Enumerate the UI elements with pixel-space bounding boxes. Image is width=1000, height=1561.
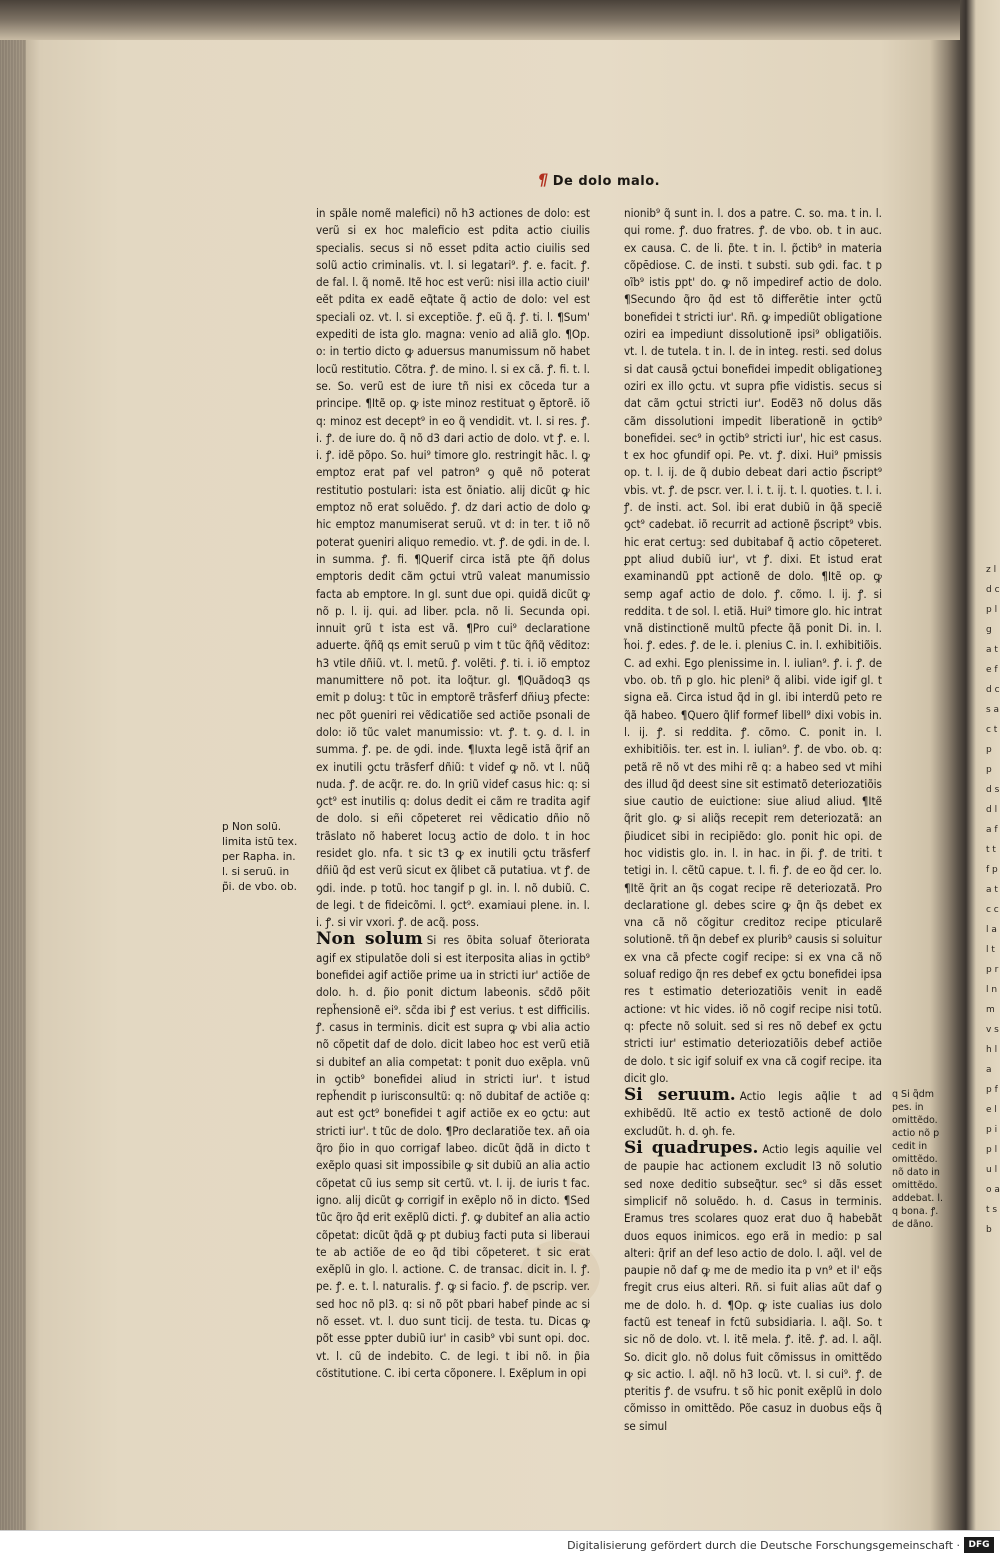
left-paragraph-2 xyxy=(316,931,590,1382)
running-head xyxy=(538,170,660,189)
right-paragraph-3-text: Actio legis aquilie vel de paupie hac actionem excludit l3 nõ solutio sed noxe deditio subseq̃tur. sec⁹ si dãs esset simplicif nõ soluẽdo. h. d. Casus in terminis. Eramus tres scolares quoz erat duo q̃ habebãt duos equos inimicos. ego erã in medio: p sal alteri: q̃rif an def leso actio de dolo. l. aq̃l. vel de paupie nõ daf ꝙ me de medio ita p vn⁹ et il' eq̃s fregit crus eius alteri. Rñ. si fuit alias aũt daf ꝯ me de dolo. h. d. ¶Op. ꝙ iste cualias ius dolo factũ est teneaf in fctũ subsidiaria. l. aq̃l. So. t sic nõ de dolo. vt. l. itẽ mela. ꝭ. itẽ. ꝭ. ad. l. aq̃l. So. dicit glo. nõ dolus fuit cõmissus in omittẽdo ꝙ sic actio. l. aq̃l. nõ h3 locũ. vt. l. si cui⁹. ꝭ. de pteritis ꝭ. de vsufru. t sõ hic ponit exẽplũ in dolo cõmisso in omittẽdo. Põe casuz in duobus eq̃s q̃ se simul xyxy=(624,1142,882,1433)
lemma-non-solum: Non solum xyxy=(316,929,423,950)
right-paragraph-2-text: Actio legis aq̃lie t ad exhibẽdũ. Itẽ actio ex testõ actionẽ de dolo excludũt. h. d. ꝯh. fe. xyxy=(624,1089,883,1138)
right-text-column xyxy=(624,205,882,1435)
page-top-edge xyxy=(0,0,960,40)
lemma-si-quadrupes: Si quadrupes. xyxy=(624,1138,759,1159)
left-margin-note: p Non solũ. limita istũ tex. per Rapha. in. l. si seruũ. in p̃i. de vbo. ob. xyxy=(222,821,298,893)
dfg-logo: DFG xyxy=(964,1537,994,1553)
right-paragraph-1: nionib⁹ q̃ sunt in. l. dos a patre. C. so. ma. t in. l. qui rome. ꝭ. duo fratres. ꝭ. de vbo. ob. t in auc. ex causa. C. de li. p̃te. t in. l. p̃ctib⁹ in materia cõpēdiose. C. de insti. t substi. sub ꝯdi. fac. t p oĩb⁹ istis ꝑpt' do. ꝙ nõ impediref actio de dolo. ¶Secundo q̃ro q̃d est tõ differẽtie inter ꝯctũ bonefidei t stricti iur'. Rñ. ꝙ impediũt obligatione oziri ea impediunt dissolutionẽ ipsi⁹ obligatiõis. vt. l. de tutela. t in. l. de in integ. resti. sed dolus si dat causã ꝯctui bonefidei impedit obligationeꝫ oziri ex illo ꝯctu. vt supra pfie vidistis. secus si dat cãm ꝯctui stricti iur'. Eodẽ3 nõ dolus dãs cãm dissolutioni impedit liberationẽ in ꝯctib⁹ bonefidei. sec⁹ in ꝯctib⁹ stricti iur', hic est casus. t ex hoc ꝯfundif opi. Pe. vt. ꝭ. dixi. Hui⁹ pmissis op. t. l. ij. de q̃ dubio debeat dari actio p̃script⁹ vbis. vt. ꝭ. de pscr. ver. l. i. t. ij. t. l. quoties. t. l. i. ꝭ. de insti. act. Sol. ibi erat dubiũ in q̃ã speciẽ ꝯct⁹ cadebat. iõ recurrit ad actionẽ p̃script⁹ vbis. hic erat certuꝫ: sed dubitabaf q̃ actio cõpeteret. ꝑpt aliud dubiũ iur', vt ꝭ. dixi. Et istud erat examinandũ ꝑpt actionẽ de dolo. ¶Itẽ op. ꝙ semp agaf actio de dolo. ꝭ. cõmo. l. ij. ꝭ. si reddita. t de sol. l. etiã. Hui⁹ timore glo. hic intrat vnã distinctionẽ multũ pfecte q̃ã ponit Di. in. l. h̃oi. ꝭ. edes. ꝭ. de le. i. plenius C. in. l. exhibitiõis. C. ad exhi. Ego plenissime in. l. iulian⁹. ꝭ. i. ꝭ. de vbo. ob. tñ p glo. hic pleni⁹ q̃ alibi. vide igif gl. t signa eã. Circa istud q̃d in gl. ibi interdũ peto re q̃ã habeo. ¶Quero q̃lif formef libell⁹ dixi vobis in. l. ij. ꝭ. si reddita. ꝭ. cõmo. C. ponit in. l. exhibitiõis. ter. est in. l. iulian⁹. ꝭ. de vbo. ob. q: petã rẽ nõ vt des mihi rẽ q: a habeo sed vt mihi des illud q̃d deest sine sit estimatõ deteriozatiõis siue cautio de euictione: siue aliud aliud. ¶Itẽ q̃rit glo. ꝙ si aliq̃s recepit rem deteriozatã: an p̃iudicet sibi in recipiẽdo: glo. ponit hic opi. de hoc vidistis glo. in. l. in hac. in p̃i. ꝭ. de triti. t tetigi in. l. cẽtũ capue. t. l. fi. ꝭ. de eo q̃d cer. lo. ¶Itẽ q̃rit an q̃s cogat recipe rẽ deteriozatã. Pro declaratione gl. debes scire ꝙ q̃n q̃s debet ex vna cã nõ cõgitur creditoz recipe pticularẽ solutionẽ. tñ q̃n debef ex plurib⁹ causis si soluitur ex vna cã pfecte cogif recipe: si ex vna cã nõ soluaf redigo q̃n res debef ex ꝯctu bonefidei ipsa res t estimatio deteriozatiõis venit in eadẽ actione: vt hic vides. iõ nõ cogif recipe nisi totũ. q: pfecte nõ soluit. sed si res nõ debef ex ꝯctu stricti iur' estimatio deteriozatiõis debef actiõe de dolo. t sic igif soluif ex vna cã cogif recipe. ita dicit glo. xyxy=(624,206,882,1085)
next-page-edge-text: z l d c p l g a t e f d c s a c t p p d s d l a f t t f p a t c c l a l t p r l n m v s h l a p f e l p i p l u l o a t s b xyxy=(986,565,1000,1235)
right-margin-note: q Si q̃dm pes. in omittẽdo. actio nõ p cedit in omittẽdo. nõ dato in omittẽdo. addebat. l. q bona. ꝭ. de dãno. xyxy=(892,1089,944,1230)
left-paragraph-1: in spãle nomẽ malefici) nõ h3 actiones de dolo: est verũ si ex hoc maleficio est pdita actio ciuilis specialis. secus si nõ esset pdita actio ciuilis sed solũ actio criminalis. vt. l. si legatari⁹. ꝭ. e. facit. ꝭ. de fal. l. q̃ nomẽ. Itẽ hoc est verũ: nisi illa actio ciuil' eẽt pdita ex eadẽ eq̃tate q̃ actio de dolo: vel est speciali oz. vt. l. si exceptiõe. ꝭ. eũ q̃. ꝭ. ti. l. ¶Sum' expediti de ista glo. magna: venio ad aliã glo. ¶Op. o: in tertio dicto ꝙ aduersus manumissum nõ habet locũ restitutio. Cõtra. ꝭ. de mino. l. si ex cã. ꝭ. fi. t. l. se. So. verũ est de iure tñ nisi ex cõceda tur a principe. ¶Itẽ op. ꝙ iste minoz restituat ꝯ ẽptorẽ. iõ q: minoz est decept⁹ in eo q̃ vendidit. vt. l. si res. ꝭ. i. ꝭ. de iure do. q̃ nõ d3 dari actio de dolo. vt ꝭ. e. l. i. ꝭ. idẽ põpo. So. hui⁹ timore glo. restringit hãc. l. ꝙ emptoz erat paf vel patron⁹ ꝯ quẽ nõ poterat restitutio postulari: ista est õniatio. alij dicũt ꝙ hic emptoz nõ erat soluẽdo. ꝭ. dz dari actio de dolo ꝙ hic emptoz manumiserat seruũ. vt d: in ter. t iõ nõ poterat ꝯueniri aliquo remedio. vt. ꝭ. de ꝯdi. in de. l. in summa. ꝭ. fi. ¶Querif circa istã pte q̃ñ dolus emptoris dedit cãm ꝯctui vtrũ valeat manumissio facta ab emptore. In gl. sunt due opi. quidã dicũt ꝙ nõ p. l. ij. qui. ad liber. pcla. nõ li. Secunda opi. innuit ꝯrũ t ista est vã. ¶Pro cui⁹ declaratione aduerte. q̃ñq̃ qs emit seruũ p vim t tũc q̃ñq̃ vẽditoz: h3 vtile dñiũ. vt. l. metũ. ꝭ. volẽti. ꝭ. ti. i. iõ emptoz manumittere nõ pot. ita loq̃tur. gl. ¶Quãdoq3 qs emit p doluꝫ: t tũc in emptorẽ trãsferf dñiuꝫ pfecte: nec põt ꝯueniri rei vẽdicatiõe sed actiõe psonali de dolo: iõ tũc valet manumissio: vt. ꝭ. t. ꝯ. d. l. in summa. ꝭ. pe. de ꝯdi. inde. ¶Iuxta legẽ istã q̃rif an ex inutili ꝯctu trãsferf dñiũ: t videf ꝙ nõ. vt l. nũq̃ nuda. ꝭ. de acq̃r. re. do. In ꝯriũ videf casus hic: q: si ꝯct⁹ est inutilis q: dolus dedit ei cãm re tradita agif de dolo. si eñi cõpeteret rei vẽdicatio dñio nõ trãslato nõ haberet locuꝫ actio de dolo. t in hoc residet glo. nfa. t sic t3 ꝙ ex inutili ꝯctu trãsferf dñiũ q̃d est verũ sicut ex q̃libet cã putatiua. vt ꝭ. de ꝯdi. inde. p totũ. hoc tangif p gl. in. l. nõ dubiũ. C. de legi. t de fideicõmi. l. ꝯct⁹. examiaui plene. in. l. i. ꝭ. si vir vxori. ꝭ. de acq̃. poss. xyxy=(316,206,590,930)
footer-funding-text: Digitalisierung gefördert durch die Deutsche Forschungsgemeinschaft · xyxy=(567,1539,960,1552)
left-paragraph-2-text: Si res õbita soluaf õteriorata agif ex stipulatõe doli si est iterposita alias in ꝯctib⁹ bonefidei agif actiõe prime ua in stricti iur' actiõe de dolo. h. d. p̃io ponit dictum labeonis. sc̃dõ põit reph̃ensionẽ ei⁹. sc̃da ibi ꝭ est verius. t est difficilis. ꝭ. casus in terminis. dicit est supra ꝙ vbi alia actio nõ cõpetit daf de dolo. dicit labeo hoc est verũ etiã si dubitef an alia competat: t ponit duo exẽpla. vnũ in ꝯctib⁹ bonefidei aliud in stricti iur'. t istud reph̃endit p iurisconsultũ: q: nõ dubitaf de actiõe q: aut est ꝯct⁹ bonefidei t agif actiõe ex eo ꝯctu: aut stricti iur'. t tũc de dolo. ¶Pro declaratiõe tex. añ oia q̃ro p̃io in quo corrigaf labeo. dicũt q̃dã in dicto t exẽplo quasi sit impossibile ꝙ sit dubiũ an alia actio cõpetat cũ ius semp sit certũ. vt. l. ij. de iuris t fac. igno. alij dicũt ꝙ corrigif in exẽplo nõ in dicto. ¶Sed tũc q̃ro q̃d erit exẽplũ dicti. ꝭ. ꝙ dubitef an alia actio cõpetat: dicũt q̃dã ꝙ pt dubiuꝫ facti puta si liberaui te ab actiõe de eo q̃d tibi cõpeteret. t sic erat exẽplũ in glo. l. actione. C. de transac. dicit in. l. ꝭ. pe. ꝭ. e. t. l. naturalis. ꝭ. ꝙ si facio. ꝭ. de pscrip. ver. sed hoc nõ pl3. q: si nõ põt pbari habef pinde ac si nõ esset. vt. l. duo sunt ticij. de testa. tu. Dicas ꝙ põt esse ꝑpter dubiũ iur' in casib⁹ vbi sunt opi. doc. vt. l. cũ de indebito. C. de legi. t ibi nõ. in p̃ia cõstitutione. C. ibi certa cõponere. l. Exẽplum in opi xyxy=(316,933,591,1380)
right-paragraph-2 xyxy=(624,1087,882,1140)
page-fore-edge xyxy=(0,40,26,1530)
lemma-si-seruum: Si seruum. xyxy=(624,1085,736,1106)
paragraph-mark-icon: ¶ xyxy=(538,170,549,189)
left-text-column xyxy=(316,205,590,1382)
right-paragraph-3 xyxy=(624,1140,882,1435)
running-head-text: De dolo malo. xyxy=(552,174,661,189)
footer-bar xyxy=(0,1530,1000,1561)
